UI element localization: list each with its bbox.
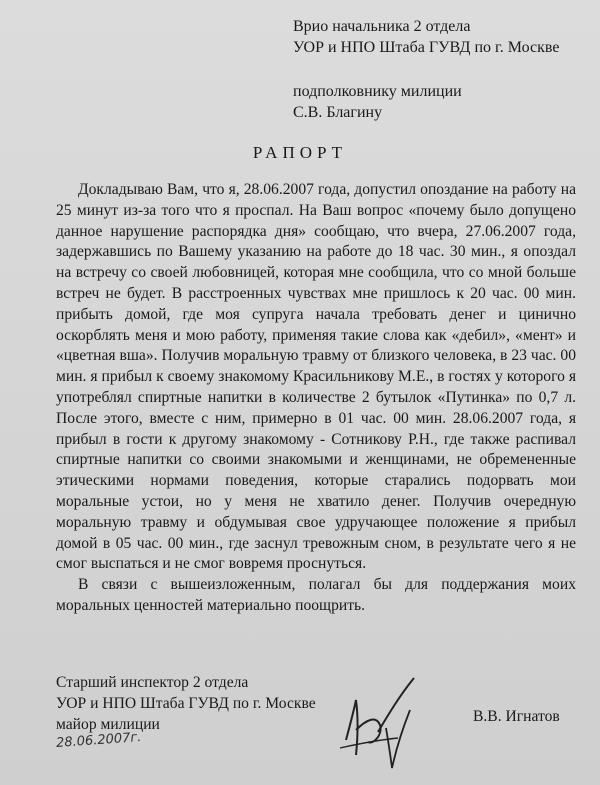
signer-name: В.В. Игнатов (473, 708, 560, 725)
report-body (56, 180, 576, 617)
report-paragraph-2: В связи с вышеизложенным, полагал бы для поддержания моих моральных ценностей материально поощрить. (56, 576, 576, 614)
addressee-position: Врио начальника 2 отдела (293, 18, 471, 35)
addressee-department: УОР и НПО Штаба ГУВД по г. Москве (293, 39, 560, 56)
signature-image (328, 670, 438, 775)
report-paragraph-1: Докладываю Вам, что я, 28.06.2007 года, допустил опоздание на работу на 25 минут из-за того что я проспал. На Ваш вопрос «почему было допущено данное нарушение распорядка дня» сообщаю, что вчера, 27.06.2007 года, задержавшись по Вашему указанию на работе до 18 час. 30 мин., я опоздал на встречу со своей любовницей, которая мне сообщила, что со мной больше встреч не будет. В расстроенных чувствах мне пришлось к 20 час. 00 мин. прибыть домой, где моя супруга начала требовать денег и цинично оскорблять меня и мою работу, применяя такие слова как «дебил», «мент» и «цветная вша». Получив моральную травму от близкого человека, в 23 час. 00 мин. я прибыл к своему знакомому Красильникову М.Е., в гостях у которого я употреблял спиртные напитки в количестве 2 бутылок «Путинка» по 0,7 л. После этого, вместе с ним, примерно в 01 час. 00 мин. 28.06.2007 года, я прибыл в гости к другому знакомому - Сотникову Р.Н., где также распивал спиртные напитки со своими знакомыми и женщинами, не обремененные этическими нормами поведения, которые старались подорвать мои моральные устои, но у меня не хватило денег. Получив очередную моральную травму и обдумывая свое удручающее положение я прибыл домой в 05 час. 00 мин., где заснул тревожным сном, в результате чего я не смог выспаться и не смог вовремя проснуться. (56, 181, 576, 573)
signer-block (56, 673, 316, 735)
addressee-block (293, 16, 559, 123)
addressee-name: С.В. Благину (293, 104, 383, 121)
signer-rank: майор милиции (56, 715, 160, 733)
handwritten-date: 28.06.2007г. (55, 730, 142, 751)
signer-position: Старший инспектор 2 отдела (56, 674, 249, 691)
signer-department: УОР и НПО Штаба ГУВД по г. Москве (56, 694, 316, 712)
document-title: РАПОРТ (252, 143, 348, 162)
addressee-rank: подполковнику милиции (293, 83, 462, 100)
